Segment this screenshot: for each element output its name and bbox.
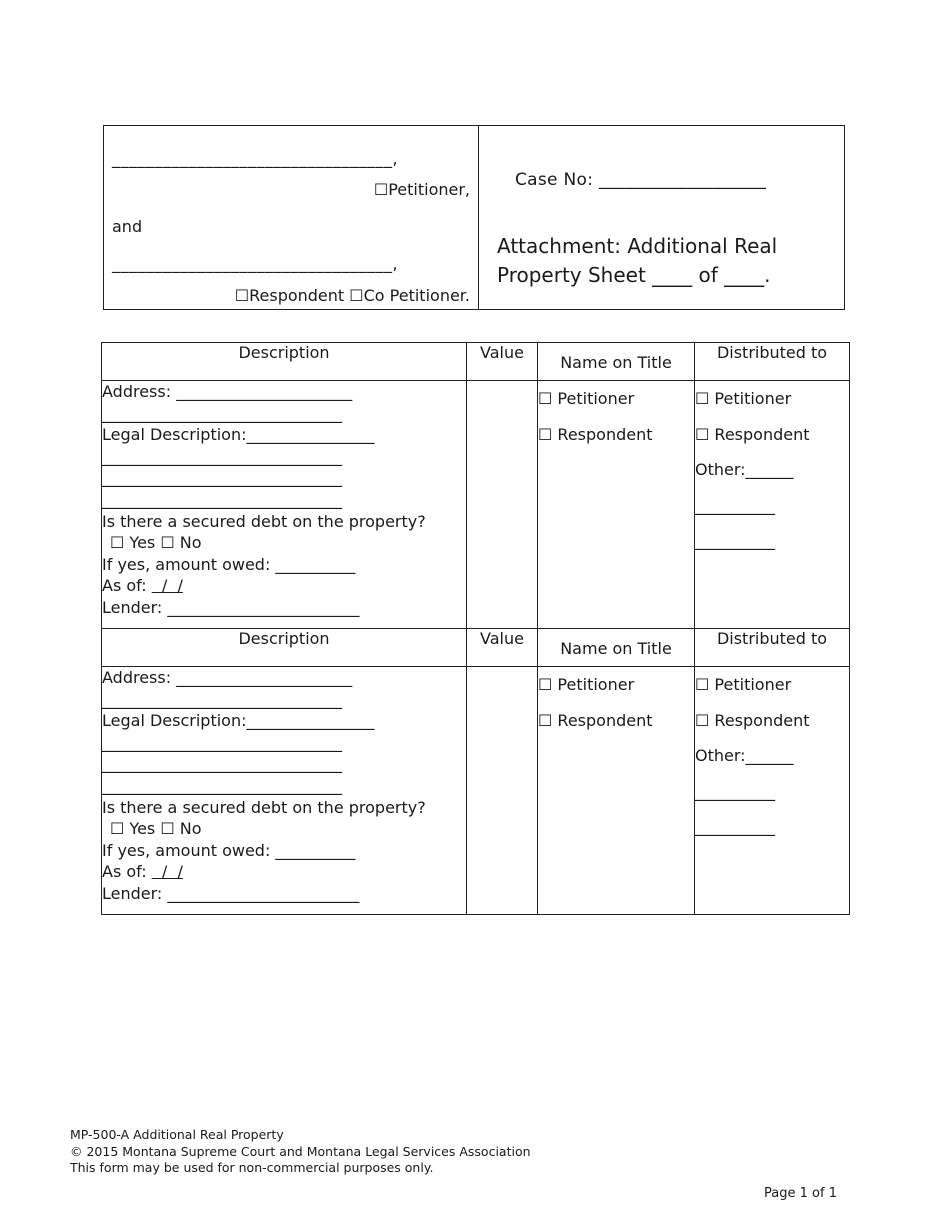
- legal-description-cont[interactable]: ______________________________: [102, 775, 342, 795]
- as-of-row: [102, 861, 466, 883]
- attachment-title-line2[interactable]: Property Sheet ____ of ____.: [497, 263, 771, 287]
- amount-owed-field[interactable]: If yes, amount owed: __________: [102, 554, 356, 574]
- case-caption: [103, 125, 845, 310]
- title-respondent-checkbox[interactable]: ☐ Respondent: [538, 425, 653, 444]
- col-distributed-header: Distributed to: [695, 629, 850, 667]
- yes-no-checkboxes[interactable]: ☐ Yes ☐ No: [110, 533, 202, 553]
- col-description-header: Description: [102, 629, 467, 667]
- property-row: [102, 667, 850, 915]
- amount-owed-field[interactable]: If yes, amount owed: __________: [102, 840, 356, 860]
- legal-description-cont[interactable]: ______________________________: [102, 732, 342, 752]
- col-title-header: Name on Title: [538, 343, 695, 381]
- dist-petitioner-checkbox[interactable]: ☐ Petitioner: [695, 389, 792, 408]
- yes-no-checkboxes[interactable]: ☐ Yes ☐ No: [110, 819, 202, 839]
- secured-debt-question: Is there a secured debt on the property?: [102, 511, 426, 531]
- usage-note: This form may be used for non-commercial purposes only.: [70, 1160, 434, 1175]
- distributed-to-cell: [695, 667, 850, 915]
- page-number: Page 1 of 1: [764, 1186, 837, 1201]
- form-id: MP-500-A Additional Real Property: [70, 1127, 284, 1142]
- legal-description-field[interactable]: Legal Description:________________: [102, 425, 375, 445]
- col-distributed-header: Distributed to: [695, 343, 850, 381]
- header-row: [102, 343, 850, 381]
- dist-respondent-checkbox[interactable]: ☐ Respondent: [695, 424, 810, 444]
- col-title-header: Name on Title: [538, 629, 695, 667]
- attachment-title-line1: Attachment: Additional Real: [497, 234, 778, 258]
- name-on-title-cell: [538, 381, 695, 629]
- name-on-title-cell: [538, 667, 695, 915]
- address-field[interactable]: Address: ______________________: [102, 668, 353, 687]
- dist-petitioner-checkbox[interactable]: ☐ Petitioner: [695, 675, 792, 694]
- parties-block: [104, 126, 479, 309]
- footer: [70, 1127, 531, 1177]
- and-label: and: [112, 217, 143, 236]
- lender-field[interactable]: Lender: ________________________: [102, 597, 360, 617]
- legal-description-cont[interactable]: ______________________________: [102, 468, 342, 488]
- dist-other-field[interactable]: Other:______: [695, 460, 794, 479]
- dist-other-line[interactable]: __________: [695, 817, 775, 836]
- respondent-copetitioner-checkboxes[interactable]: ☐Respondent ☐Co Petitioner.: [234, 286, 470, 305]
- as-of-label: As of:: [102, 862, 147, 882]
- case-number-field[interactable]: Case No: ___________________: [515, 170, 767, 190]
- distributed-to-cell: [695, 381, 850, 629]
- respondent-name-field[interactable]: _________________________________,: [112, 254, 399, 273]
- col-value-header: Value: [467, 629, 538, 667]
- header-row: [102, 629, 850, 667]
- legal-description-cont[interactable]: ______________________________: [102, 489, 342, 509]
- value-cell[interactable]: [467, 381, 538, 629]
- as-of-date-field[interactable]: / /: [151, 576, 183, 596]
- dist-other-line[interactable]: __________: [695, 781, 775, 801]
- as-of-label: As of:: [102, 576, 147, 596]
- dist-other-line[interactable]: __________: [695, 531, 775, 550]
- col-value-header: Value: [467, 343, 538, 381]
- title-petitioner-checkbox[interactable]: ☐ Petitioner: [538, 389, 635, 408]
- address-field[interactable]: Address: ______________________: [102, 382, 353, 401]
- lender-field[interactable]: Lender: ________________________: [102, 883, 360, 903]
- legal-description-cont[interactable]: ______________________________: [102, 754, 342, 774]
- property-row: [102, 381, 850, 629]
- address-field-cont[interactable]: ______________________________: [102, 403, 342, 423]
- dist-respondent-checkbox[interactable]: ☐ Respondent: [695, 710, 810, 730]
- copyright: © 2015 Montana Supreme Court and Montana Legal Services Association: [70, 1143, 531, 1159]
- description-cell: [102, 667, 467, 915]
- legal-description-field[interactable]: Legal Description:________________: [102, 711, 375, 731]
- legal-description-cont[interactable]: ______________________________: [102, 446, 342, 466]
- case-info-block: [479, 126, 844, 309]
- description-cell: [102, 381, 467, 629]
- title-petitioner-checkbox[interactable]: ☐ Petitioner: [538, 675, 635, 694]
- as-of-date-field[interactable]: / /: [151, 862, 183, 882]
- title-respondent-checkbox[interactable]: ☐ Respondent: [538, 711, 653, 730]
- col-description-header: Description: [102, 343, 467, 381]
- property-table: [101, 342, 850, 915]
- petitioner-checkbox[interactable]: ☐Petitioner,: [373, 180, 470, 199]
- attachment-title: [497, 232, 827, 290]
- value-cell[interactable]: [467, 667, 538, 915]
- as-of-row: [102, 575, 466, 597]
- secured-debt-question: Is there a secured debt on the property?: [102, 797, 426, 817]
- dist-other-field[interactable]: Other:______: [695, 746, 794, 765]
- petitioner-name-field[interactable]: _________________________________,: [112, 149, 399, 168]
- dist-other-line[interactable]: __________: [695, 495, 775, 515]
- address-field-cont[interactable]: ______________________________: [102, 689, 342, 709]
